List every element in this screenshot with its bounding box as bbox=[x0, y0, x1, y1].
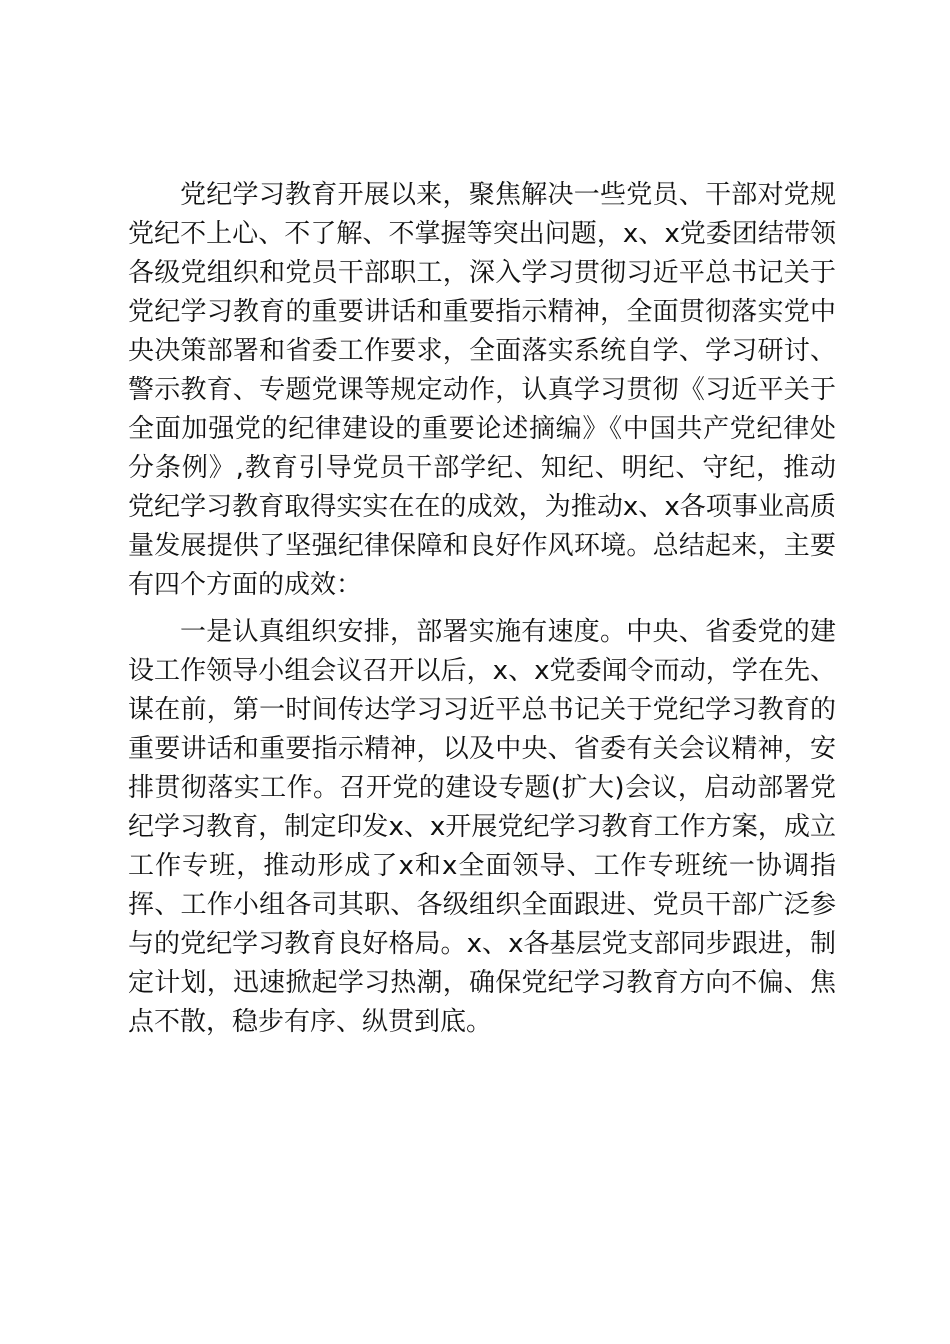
paragraph-point-one: 一是认真组织安排，部署实施有速度。中央、省委党的建设工作领导小组会议召开以后，x、x党委闻令而动，学在先、谋在前，第一时间传达学习习近平总书记关于党纪学习教育的重要讲话和重要指示精神，以及中央、省委有关会议精神，安排贯彻落实工作。召开党的建设专题(扩大)会议，启动部署党纪学习教育，制定印发x、x开展党纪学习教育工作方案，成立工作专班，推动形成了x和x全面领导、工作专班统一协调指挥、工作小组各司其职、各级组织全面跟进、党员干部广泛参与的党纪学习教育良好格局。x、x各基层党支部同步跟进，制定计划，迅速掀起学习热潮，确保党纪学习教育方向不偏、焦点不散，稳步有序、纵贯到底。 bbox=[128, 617, 836, 1037]
document-body bbox=[128, 176, 836, 1050]
paragraph-intro: 党纪学习教育开展以来，聚焦解决一些党员、干部对党规党纪不上心、不了解、不掌握等突出问题，x、x党委团结带领各级党组织和党员干部职工，深入学习贯彻习近平总书记关于党纪学习教育的重要讲话和重要指示精神，全面贯彻落实党中央决策部署和省委工作要求，全面落实系统自学、学习研讨、警示教育、专题党课等规定动作，认真学习贯彻《习近平关于全面加强党的纪律建设的重要论述摘编》《中国共产党纪律处分条例》,教育引导党员干部学纪、知纪、明纪、守纪，推动党纪学习教育取得实实在在的成效，为推动x、x各项事业高质量发展提供了坚强纪律保障和良好作风环境。总结起来，主要有四个方面的成效： bbox=[128, 180, 836, 600]
